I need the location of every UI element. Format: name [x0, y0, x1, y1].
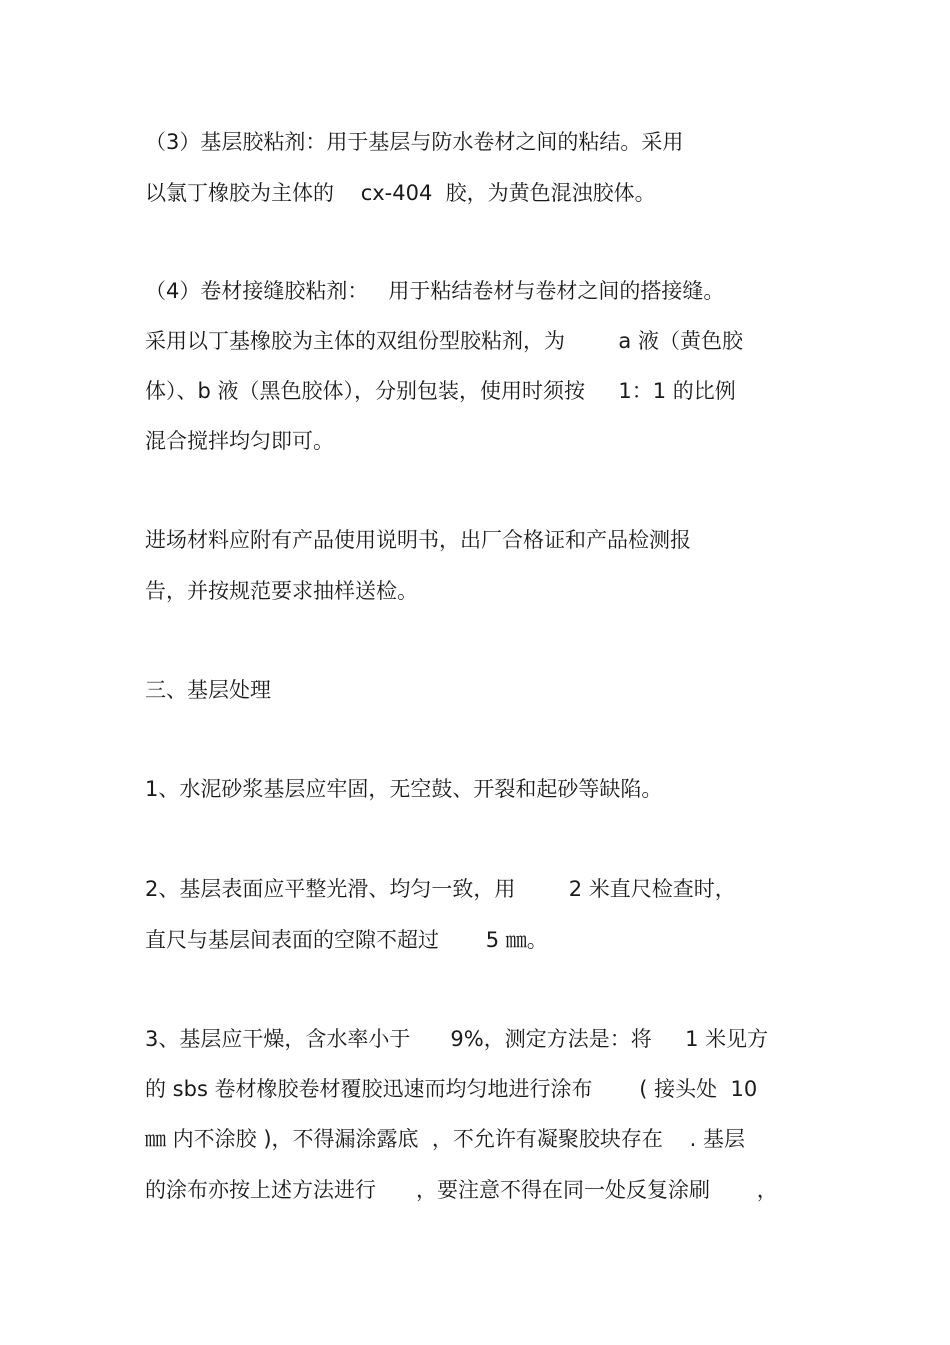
section-heading: 三、基层处理	[145, 678, 271, 702]
text-line: 3、基层应干燥，含水率小于 9%，测定方法是：将 1 米见方	[145, 1027, 769, 1051]
text-line: 2、基层表面应平整光滑、均匀一致，用 2 米直尺检查时，	[145, 877, 736, 901]
text-line: 直尺与基层间表面的空隙不超过 5 ㎜。	[145, 928, 548, 952]
text-line: ㎜ 内不涂胶 )，不得漏涂露底 ，不允许有凝聚胶块存在 . 基层	[145, 1127, 745, 1151]
text-line: 混合搅拌均匀即可。	[145, 429, 334, 453]
text-line: 采用以丁基橡胶为主体的双组份型胶粘剂，为 a 液（黄色胶	[145, 329, 743, 353]
text-line: 进场材料应附有产品使用说明书，出厂合格证和产品检测报	[145, 528, 691, 552]
text-line: （3）基层胶粘剂：用于基层与防水卷材之间的粘结。采用	[145, 130, 684, 154]
text-line: （4）卷材接缝胶粘剂： 用于粘结卷材与卷材之间的搭接缝。	[145, 279, 725, 303]
text-line: 告，并按规范要求抽样送检。	[145, 579, 418, 603]
text-line: 1、水泥砂浆基层应牢固，无空鼓、开裂和起砂等缺陷。	[145, 777, 663, 801]
text-line: 的 sbs 卷材橡胶卷材覆胶迅速而均匀地进行涂布 ( 接头处 10	[145, 1077, 758, 1101]
text-line: 以氯丁橡胶为主体的 cx-404 胶，为黄色混浊胶体。	[145, 181, 656, 205]
text-line: 的涂布亦按上述方法进行 ，要注意不得在同一处反复涂刷 ，	[145, 1178, 778, 1202]
text-line: 体）、b 液（黑色胶体），分别包装，使用时须按 1：1 的比例	[145, 379, 736, 403]
